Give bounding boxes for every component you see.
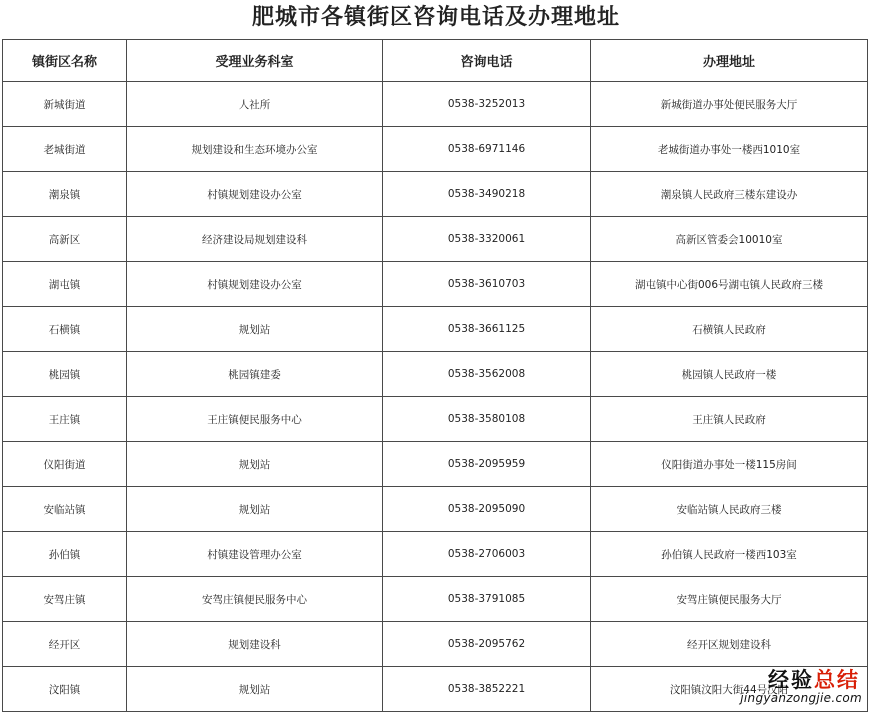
cell-phone: 0538-2095959 bbox=[383, 442, 591, 487]
cell-district-name: 新城街道 bbox=[3, 82, 127, 127]
cell-address: 仪阳街道办事处一楼115房间 bbox=[591, 442, 868, 487]
cell-department: 规划建设科 bbox=[127, 622, 383, 667]
table-row bbox=[3, 622, 868, 667]
cell-department: 村镇规划建设办公室 bbox=[127, 262, 383, 307]
cell-district-name: 石横镇 bbox=[3, 307, 127, 352]
table-row bbox=[3, 262, 868, 307]
contact-table bbox=[2, 39, 868, 712]
cell-address: 桃园镇人民政府一楼 bbox=[591, 352, 868, 397]
table-row bbox=[3, 127, 868, 172]
cell-department: 人社所 bbox=[127, 82, 383, 127]
header-district-name: 镇街区名称 bbox=[3, 40, 127, 82]
cell-phone: 0538-3661125 bbox=[383, 307, 591, 352]
table-row bbox=[3, 532, 868, 577]
cell-phone: 0538-3320061 bbox=[383, 217, 591, 262]
table-row bbox=[3, 352, 868, 397]
cell-district-name: 安临站镇 bbox=[3, 487, 127, 532]
table-row bbox=[3, 442, 868, 487]
cell-phone: 0538-3562008 bbox=[383, 352, 591, 397]
cell-department: 桃园镇建委 bbox=[127, 352, 383, 397]
cell-department: 王庄镇便民服务中心 bbox=[127, 397, 383, 442]
table-header-row bbox=[3, 40, 868, 82]
cell-address: 湖屯镇中心街006号湖屯镇人民政府三楼 bbox=[591, 262, 868, 307]
cell-phone: 0538-2706003 bbox=[383, 532, 591, 577]
cell-district-name: 老城街道 bbox=[3, 127, 127, 172]
cell-address: 潮泉镇人民政府三楼东建设办 bbox=[591, 172, 868, 217]
table-row bbox=[3, 217, 868, 262]
cell-district-name: 湖屯镇 bbox=[3, 262, 127, 307]
watermark-title-part2: 总结 bbox=[814, 668, 860, 692]
cell-district-name: 桃园镇 bbox=[3, 352, 127, 397]
cell-district-name: 王庄镇 bbox=[3, 397, 127, 442]
cell-department: 规划站 bbox=[127, 442, 383, 487]
table-body bbox=[3, 82, 868, 712]
cell-department: 村镇建设管理办公室 bbox=[127, 532, 383, 577]
cell-phone: 0538-3791085 bbox=[383, 577, 591, 622]
header-phone: 咨询电话 bbox=[383, 40, 591, 82]
table-row bbox=[3, 667, 868, 712]
cell-address: 安临站镇人民政府三楼 bbox=[591, 487, 868, 532]
table-row bbox=[3, 487, 868, 532]
cell-department: 规划站 bbox=[127, 307, 383, 352]
cell-department: 经济建设局规划建设科 bbox=[127, 217, 383, 262]
cell-department: 安驾庄镇便民服务中心 bbox=[127, 577, 383, 622]
cell-address: 安驾庄镇便民服务大厅 bbox=[591, 577, 868, 622]
cell-address: 高新区管委会10010室 bbox=[591, 217, 868, 262]
cell-department: 规划站 bbox=[127, 667, 383, 712]
cell-department: 规划站 bbox=[127, 487, 383, 532]
cell-phone: 0538-6971146 bbox=[383, 127, 591, 172]
cell-district-name: 仪阳街道 bbox=[3, 442, 127, 487]
watermark-title-part1: 经验 bbox=[768, 668, 814, 692]
table-row bbox=[3, 307, 868, 352]
cell-address: 经开区规划建设科 bbox=[591, 622, 868, 667]
cell-phone: 0538-3252013 bbox=[383, 82, 591, 127]
watermark-url: jingyanzongjie.com bbox=[740, 691, 862, 705]
cell-district-name: 汶阳镇 bbox=[3, 667, 127, 712]
cell-address: 汶阳镇汶阳大街44号汶阳 bbox=[591, 667, 868, 712]
cell-district-name: 安驾庄镇 bbox=[3, 577, 127, 622]
table-row bbox=[3, 82, 868, 127]
cell-district-name: 经开区 bbox=[3, 622, 127, 667]
table-row bbox=[3, 397, 868, 442]
cell-department: 规划建设和生态环境办公室 bbox=[127, 127, 383, 172]
cell-district-name: 高新区 bbox=[3, 217, 127, 262]
cell-phone: 0538-2095762 bbox=[383, 622, 591, 667]
header-address: 办理地址 bbox=[591, 40, 868, 82]
cell-phone: 0538-3610703 bbox=[383, 262, 591, 307]
cell-district-name: 潮泉镇 bbox=[3, 172, 127, 217]
cell-phone: 0538-3580108 bbox=[383, 397, 591, 442]
table-row bbox=[3, 172, 868, 217]
cell-address: 孙伯镇人民政府一楼西103室 bbox=[591, 532, 868, 577]
cell-address: 石横镇人民政府 bbox=[591, 307, 868, 352]
cell-district-name: 孙伯镇 bbox=[3, 532, 127, 577]
header-department: 受理业务科室 bbox=[127, 40, 383, 82]
cell-address: 老城街道办事处一楼西1010室 bbox=[591, 127, 868, 172]
page-title: 肥城市各镇街区咨询电话及办理地址 bbox=[251, 5, 620, 30]
cell-phone: 0538-3490218 bbox=[383, 172, 591, 217]
cell-phone: 0538-2095090 bbox=[383, 487, 591, 532]
cell-phone: 0538-3852221 bbox=[383, 667, 591, 712]
cell-department: 村镇规划建设办公室 bbox=[127, 172, 383, 217]
cell-address: 新城街道办事处便民服务大厅 bbox=[591, 82, 868, 127]
table-row bbox=[3, 577, 868, 622]
cell-address: 王庄镇人民政府 bbox=[591, 397, 868, 442]
